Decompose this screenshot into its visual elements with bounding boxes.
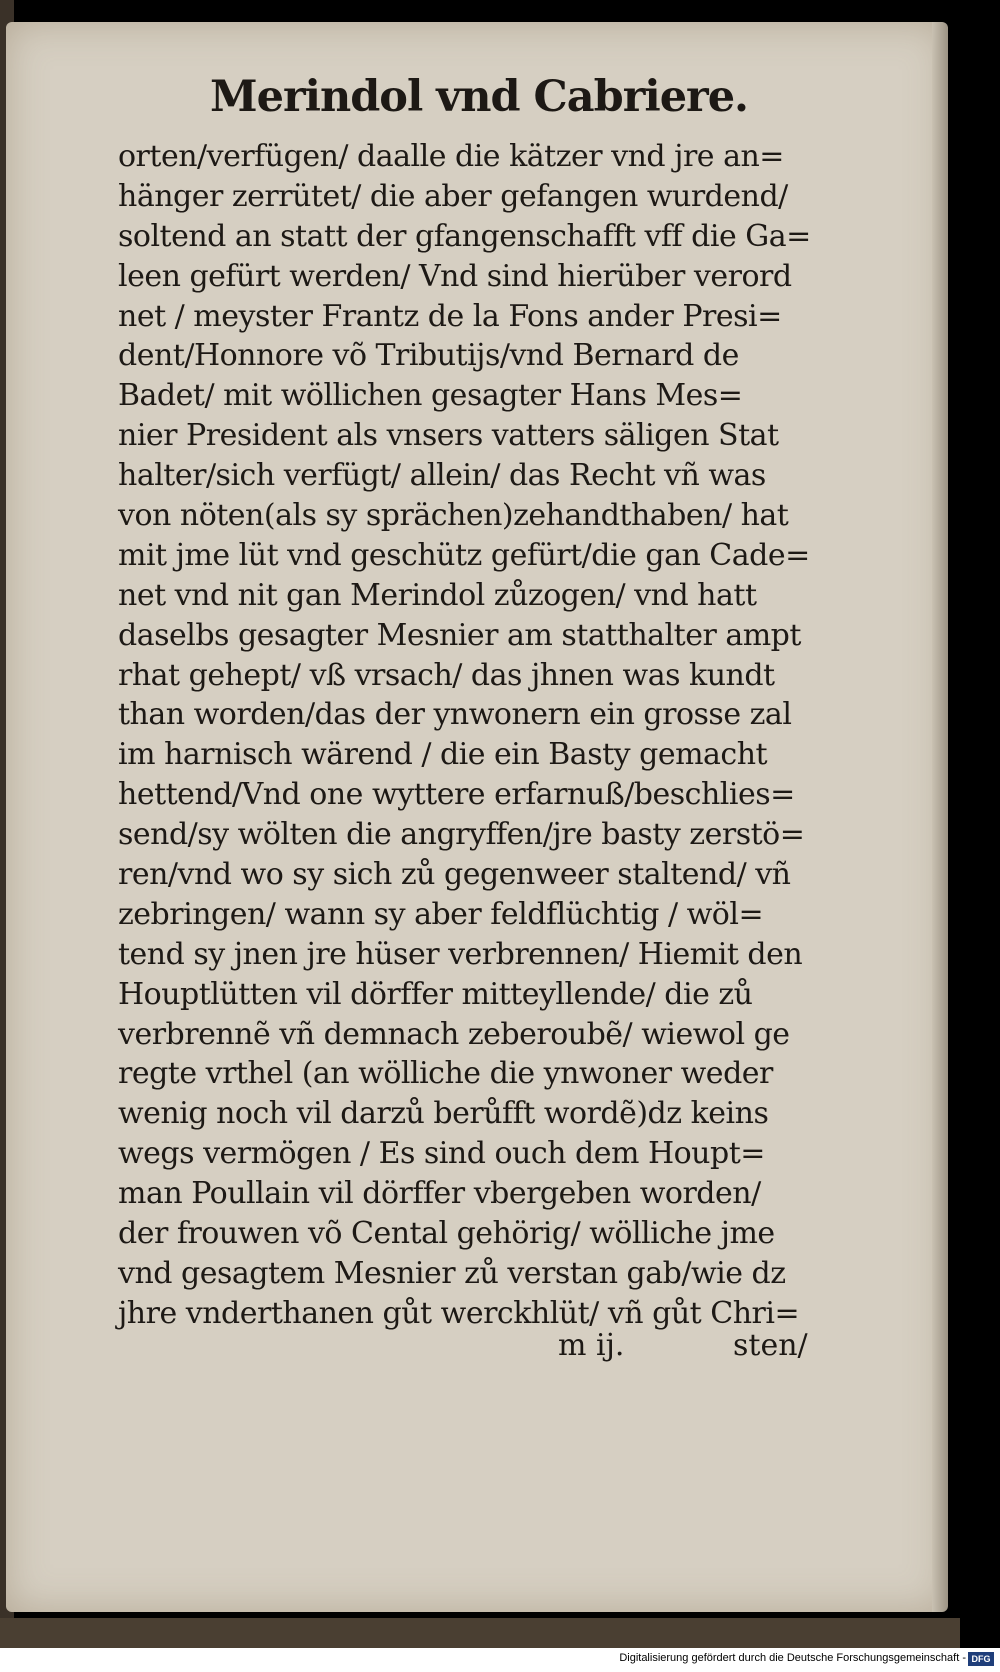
text-line: man Poullain vil dörffer vbergeben worden/ <box>118 1176 761 1212</box>
footer-bar <box>0 1648 1000 1672</box>
text-line: wegs vermögen / Es sind ouch dem Houpt= <box>118 1136 765 1172</box>
text-line: vnd gesagtem Mesnier zů verstan gab/wie dz <box>118 1255 786 1291</box>
text-line: tend sy jnen jre hüser verbrennen/ Hiemit den <box>118 936 803 972</box>
text-line: send/sy wölten die angryffen/jre basty zerstö= <box>118 817 805 853</box>
text-line: hänger zerrütet/ die aber gefangen wurdend/ <box>118 178 788 214</box>
text-line: regte vrthel (an wölliche die ynwoner weder <box>118 1056 773 1092</box>
text-line: wenig noch vil darzů berůfft wordẽ)dz keins <box>118 1096 769 1132</box>
running-header: Merindol vnd Cabriere. <box>210 72 749 122</box>
text-line: hettend/Vnd one wyttere erfarnuß/beschlies= <box>118 777 795 813</box>
ink-stain-mark <box>20 1618 130 1646</box>
text-line: von nöten(als sy sprächen)zehandthaben/ hat <box>118 498 789 534</box>
text-line: jhre vnderthanen gůt werckhlüt/ vñ gůt Chri= <box>118 1295 800 1331</box>
dfg-logo-badge: DFG <box>968 1652 994 1666</box>
text-line: Houptlütten vil dörffer mitteyllende/ die zů <box>118 976 753 1012</box>
text-line: mit jme lüt vnd geschütz gefürt/die gan Cade= <box>118 537 810 573</box>
text-line: rhat gehept/ vß vrsach/ das jhnen was kundt <box>118 657 775 693</box>
text-line: orten/verfügen/ daalle die kätzer vnd jre an= <box>118 139 784 174</box>
text-line: zebringen/ wann sy aber feldflüchtig / wöl= <box>118 896 764 932</box>
text-line: nier President als vnsers vatters säligen Stat <box>118 418 779 454</box>
text-line: leen gefürt werden/ Vnd sind hierüber verord <box>118 258 792 294</box>
text-line: than worden/das der ynwonern ein grosse zal <box>118 697 792 733</box>
catchword: sten/ <box>733 1328 808 1363</box>
signature-mark: m ij. <box>558 1328 625 1363</box>
book-bottom-edge <box>0 1618 960 1648</box>
text-line: ren/vnd wo sy sich zů gegenweer staltend/ vñ <box>118 857 791 893</box>
text-line: im harnisch wärend / die ein Basty gemacht <box>118 737 768 773</box>
page-body-text <box>118 137 818 1334</box>
text-line: net vnd nit gan Merindol zůzogen/ vnd hatt <box>118 577 757 613</box>
text-line: dent/Honnore võ Tributijs/vnd Bernard de <box>118 338 739 374</box>
footer-credit: Digitalisierung gefördert durch die Deutsche Forschungsgemeinschaft - <box>619 1652 966 1664</box>
text-line: Badet/ mit wöllichen gesagter Hans Mes= <box>118 378 743 414</box>
page-right-edge <box>932 22 948 1612</box>
page-bottom-line <box>118 1328 818 1368</box>
text-line: verbrennẽ vñ demnach zeberoubẽ/ wiewol ge <box>118 1016 790 1052</box>
text-line: daselbs gesagter Mesnier am statthalter ampt <box>118 617 801 653</box>
text-line: net / meyster Frantz de la Fons ander Presi= <box>118 298 782 334</box>
text-line: soltend an statt der gfangenschafft vff die Ga= <box>118 218 811 254</box>
text-line: halter/sich verfügt/ allein/ das Recht vñ was <box>118 458 766 494</box>
text-line: der frouwen võ Cental gehörig/ wölliche jme <box>118 1216 775 1252</box>
